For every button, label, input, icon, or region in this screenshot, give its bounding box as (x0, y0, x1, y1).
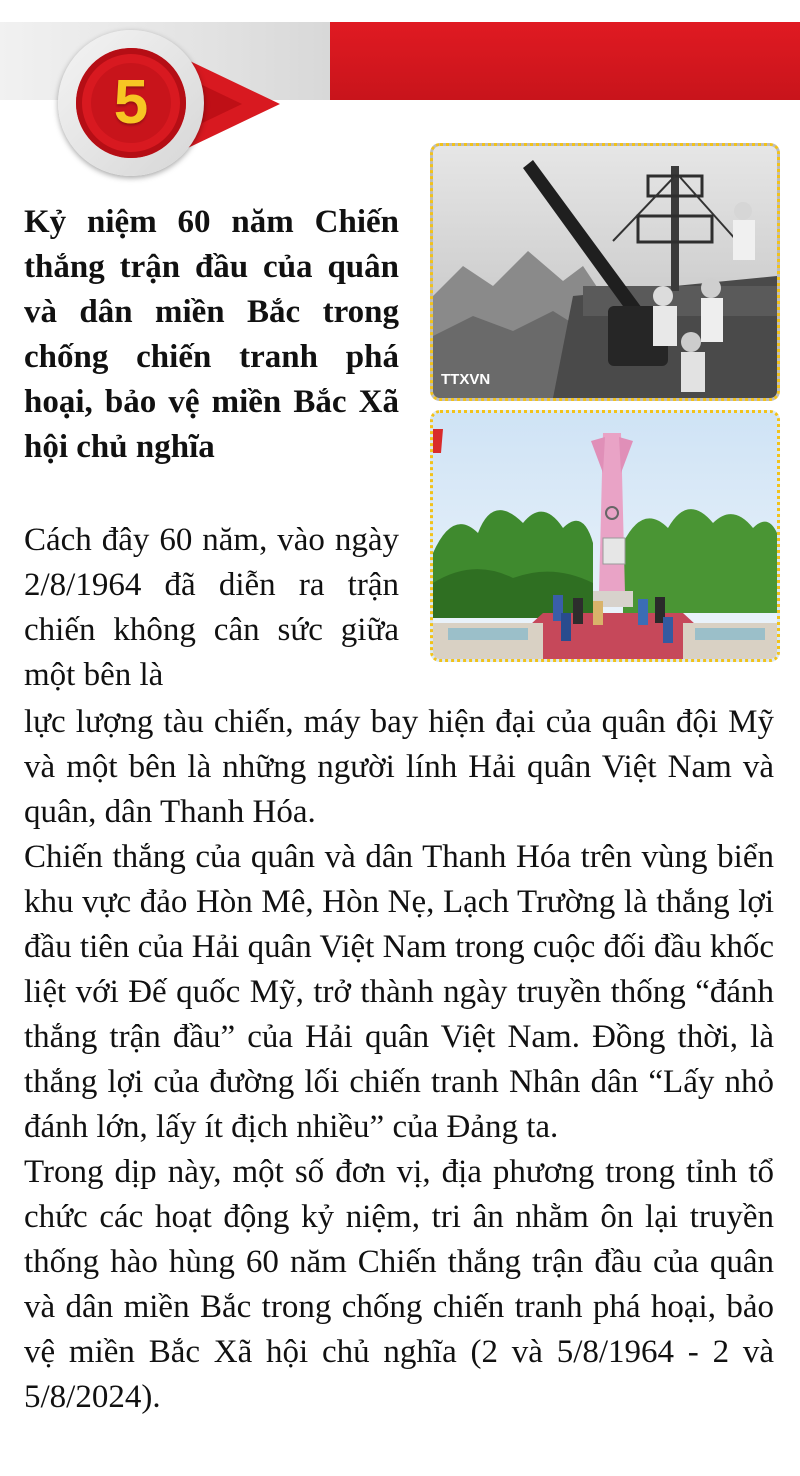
monument-photo (430, 410, 780, 662)
warship-photo (430, 143, 780, 401)
article-title: Kỷ niệm 60 năm Chiến thắng trận đầu của quân và dân miền Bắc trong chống chiến tranh phá hoại, bảo vệ miền Bắc Xã hội chủ nghĩa (24, 204, 399, 465)
article-body (24, 700, 774, 1420)
body-paragraph-1: lực lượng tàu chiến, máy bay hiện đại của quân đội Mỹ và một bên là những người lính Hải quân Việt Nam và quân, dân Thanh Hóa. (24, 704, 774, 830)
body-paragraph-2: Chiến thắng của quân và dân Thanh Hóa trên vùng biển khu vực đảo Hòn Mê, Hòn Nẹ, Lạch Trường là thắng lợi đầu tiên của Hải quân Việt Nam trong cuộc đối đầu khốc liệt với Đế quốc Mỹ, trở thành ngày truyền thống “đánh thắng trận đầu” của Hải quân Việt Nam. Đồng thời, là thắng lợi của đường lối chiến tranh Nhân dân “Lấy nhỏ đánh lớn, lấy ít địch nhiều” của Đảng ta. (24, 839, 774, 1145)
section-number: 5 (113, 68, 149, 137)
article-lead: Cách đây 60 năm, vào ngày 2/8/1964 đã diễn ra trận chiến không cân sức giữa một bên là (24, 522, 399, 693)
photo-watermark: TTXVN (441, 371, 491, 388)
warship-illustration (433, 146, 777, 398)
monument-illustration (433, 413, 777, 659)
body-paragraph-3: Trong dịp này, một số đơn vị, địa phương trong tỉnh tổ chức các hoạt động kỷ niệm, tri ân nhằm ôn lại truyền thống hào hùng 60 năm Chiến thắng trận đầu của quân và dân miền Bắc trong chống chiến tranh phá hoại, bảo vệ miền Bắc Xã hội chủ nghĩa (2 và 5/8/1964 - 2 và 5/8/2024). (24, 1154, 774, 1415)
section-number-badge (91, 63, 171, 143)
